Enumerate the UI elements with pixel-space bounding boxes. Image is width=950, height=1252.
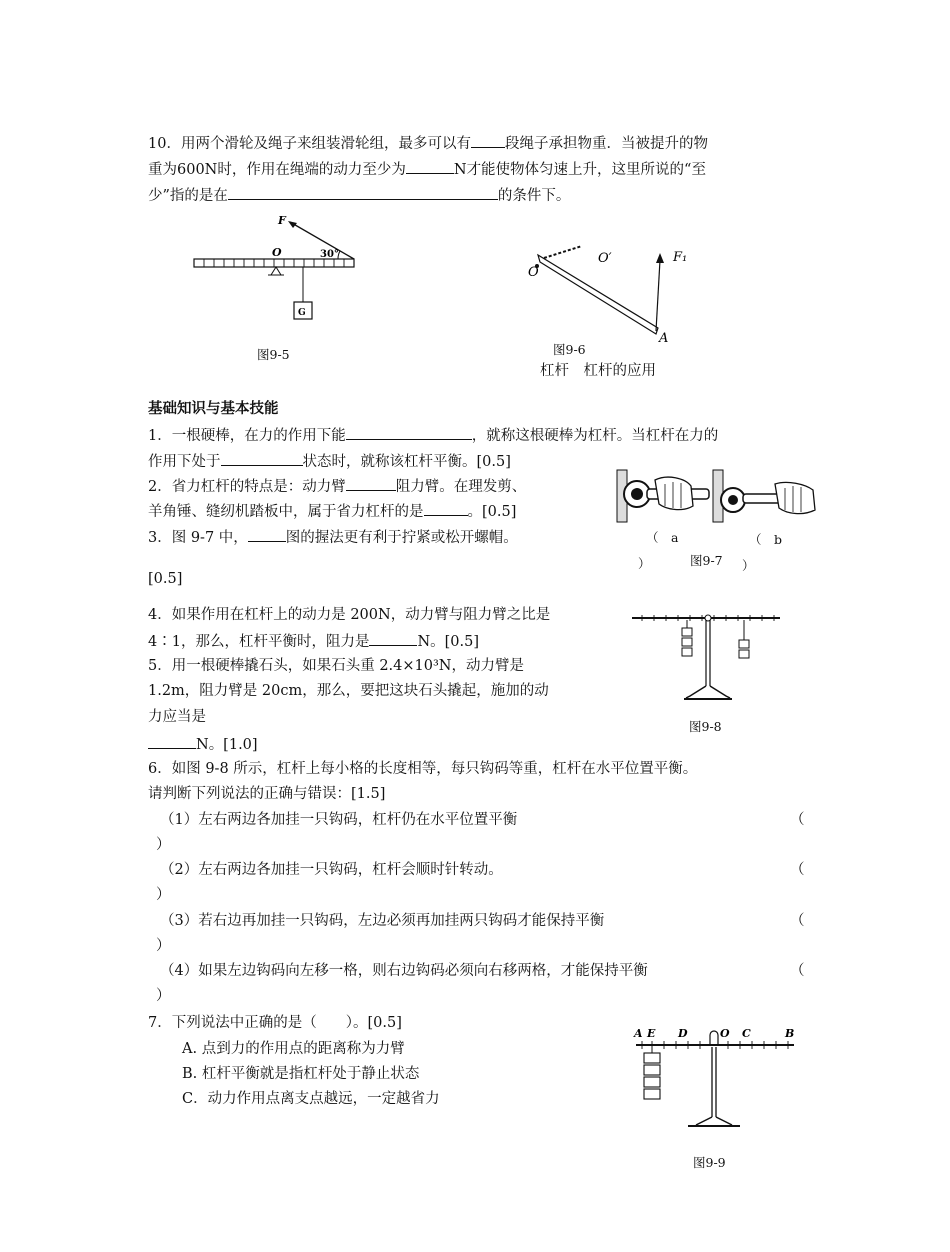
q6-item-4-open-paren[interactable]: （ (790, 963, 805, 979)
q7-stem: 7．下列说法中正确的是（ ）。[0.5] (148, 1015, 402, 1031)
q6-item-3: （3）若右边再加挂一只钩码，左边必须再加挂两只钩码才能保持平衡 (160, 913, 605, 929)
q2-blank-2[interactable] (424, 501, 468, 516)
q10-line1 (148, 133, 708, 153)
q7-option-b[interactable]: B. 杠杆平衡就是指杠杆处于静止状态 (182, 1066, 420, 1082)
label-f: F (278, 214, 286, 227)
fig99-caption: 图9-9 (693, 1155, 726, 1170)
fig96-caption: 图9-6 (553, 342, 586, 357)
lever-bar-inclined (538, 255, 658, 334)
q3-line2: [0.5] (148, 571, 183, 587)
q2-line1 (148, 476, 526, 496)
q7-option-c[interactable]: C．动力作用点离支点越远，一定越省力 (182, 1091, 440, 1107)
q5-line1: 5．用一根硬棒撬石头，如果石头重 2.4×10³N，动力臂是 (148, 658, 524, 674)
q5-text: N。[1.0] (196, 737, 258, 753)
figure-9-6 (522, 238, 697, 346)
q2-blank-1[interactable] (346, 476, 396, 491)
q1-text: 状态时，就称该杠杆平衡。[0.5] (302, 454, 511, 470)
section-heading: 基础知识与基本技能 (148, 401, 279, 417)
label-b: B (785, 1027, 795, 1040)
label-angle: 30° (320, 249, 339, 260)
label-f1: F₁ (673, 250, 688, 265)
q6-line2: 请判断下列说法的正确与错误：[1.5] (148, 786, 386, 802)
q2-line2 (148, 501, 516, 521)
label-c: C (742, 1027, 751, 1040)
q2-text: 。[0.5] (467, 504, 517, 520)
fig97-label-a-open: （ a (646, 530, 679, 545)
q3-blank[interactable] (248, 527, 286, 542)
stand-base (696, 1117, 732, 1125)
q4-line1: 4．如果作用在杠杆上的动力是 200N，动力臂与阻力臂之比是 (148, 607, 551, 623)
q5-line4 (148, 734, 258, 754)
q3-line1 (148, 527, 518, 547)
fig95-caption: 图9-5 (257, 347, 290, 362)
q4-line2 (148, 631, 479, 651)
q10-blank-2[interactable] (406, 159, 454, 174)
q6-item-3-close-paren[interactable]: ） (156, 938, 171, 954)
q10-text: 少”指的是在 (148, 188, 228, 204)
label-o: O (272, 246, 282, 259)
figure-9-8 (628, 606, 786, 702)
figure-9-7 (615, 466, 820, 528)
q10-blank-3[interactable] (228, 185, 498, 200)
fig98-caption: 图9-8 (689, 719, 722, 734)
figure-9-9 (630, 1025, 800, 1135)
q10-text: N才能使物体匀速上升，这里所说的“至 (453, 162, 706, 178)
figure-9-5 (190, 212, 365, 327)
q3-text: 图的握法更有利于拧紧或松开螺帽。 (285, 530, 518, 546)
q6-item-2: （2）左右两边各加挂一只钩码，杠杆会顺时针转动。 (160, 862, 503, 878)
dashed-position (544, 246, 582, 258)
label-a: A (659, 331, 669, 346)
q10-blank-1[interactable] (471, 133, 505, 148)
q1-text: 1．一根硬棒，在力的作用下能 (148, 428, 346, 444)
q6-item-3-open-paren[interactable]: （ (790, 913, 805, 929)
q1-blank-1[interactable] (346, 425, 472, 440)
q7-option-a[interactable]: A. 点到力的作用点的距离称为力臂 (182, 1041, 405, 1057)
q2-text: 羊角锤、缝纫机踏板中，属于省力杠杆的是 (148, 504, 424, 520)
wrench-a (617, 470, 709, 522)
q10-text: 的条件下。 (497, 188, 571, 204)
section-subtitle: 杠杆 杠杆的应用 (540, 363, 656, 379)
label-o: O (720, 1027, 730, 1040)
q4-blank[interactable] (369, 631, 417, 646)
q4-text: N。[0.5] (417, 634, 480, 650)
force-f1-arrow (656, 260, 660, 331)
fig97-label-a-close: ） (638, 556, 651, 571)
fig97-caption: 图9-7 (690, 553, 723, 568)
fig97-label-b-close: ） (742, 558, 755, 573)
q5-blank[interactable] (148, 734, 196, 749)
q1-text: ，就称这根硬棒为杠杆。当杠杆在力的 (471, 428, 719, 444)
q6-item-2-open-paren[interactable]: （ (790, 862, 805, 878)
q6-item-2-close-paren[interactable]: ） (156, 887, 171, 903)
q6-item-1-close-paren[interactable]: ） (156, 837, 171, 853)
label-d: D (678, 1027, 688, 1040)
q1-line1 (148, 425, 718, 445)
q1-line2 (148, 451, 511, 471)
fig97-label-b-open: （ b (749, 532, 783, 547)
q6-line1: 6．如图 9-8 所示，杠杆上每小格的长度相等，每只钩码等重，杠杆在水平位置平衡。 (148, 761, 698, 777)
label-o-prime: O′ (598, 251, 612, 266)
label-e: E (647, 1027, 656, 1040)
q5-line2: 1.2m，阻力臂是 20cm，那么，要把这块石头撬起，施加的动 (148, 683, 549, 699)
label-g: G (298, 308, 306, 318)
q10-text: 重为600N时，作用在绳端的动力至少为 (148, 162, 406, 178)
q10-text: 10．用两个滑轮及绳子来组装滑轮组，最多可以有 (148, 136, 471, 152)
q4-text: 4∶1，那么，杠杆平衡时，阻力是 (148, 634, 370, 650)
q6-item-4: （4）如果左边钩码向左移一格，则右边钩码必须向右移两格，才能保持平衡 (160, 963, 648, 979)
q1-blank-2[interactable] (221, 451, 303, 466)
q10-text: 段绳子承担物重．当被提升的物 (504, 136, 708, 152)
q6-item-1: （1）左右两边各加挂一只钩码，杠杆仍在水平位置平衡 (160, 812, 518, 828)
stand-base (686, 686, 730, 698)
q1-text: 作用下处于 (148, 454, 221, 470)
label-o: O (528, 265, 539, 280)
q2-text: 2．省力杠杆的特点是：动力臂 (148, 479, 346, 495)
q10-line2 (148, 159, 706, 179)
wrench-b (713, 470, 815, 522)
label-a: A (634, 1027, 643, 1040)
q3-text: 3．图 9-7 中， (148, 530, 248, 546)
q6-item-1-open-paren[interactable]: （ (790, 812, 805, 828)
q10-line3 (148, 185, 570, 205)
q5-line3: 力应当是 (148, 709, 206, 725)
q2-text: 阻力臂。在理发剪、 (395, 479, 527, 495)
pivot-triangle (271, 267, 281, 275)
q6-item-4-close-paren[interactable]: ） (156, 988, 171, 1004)
